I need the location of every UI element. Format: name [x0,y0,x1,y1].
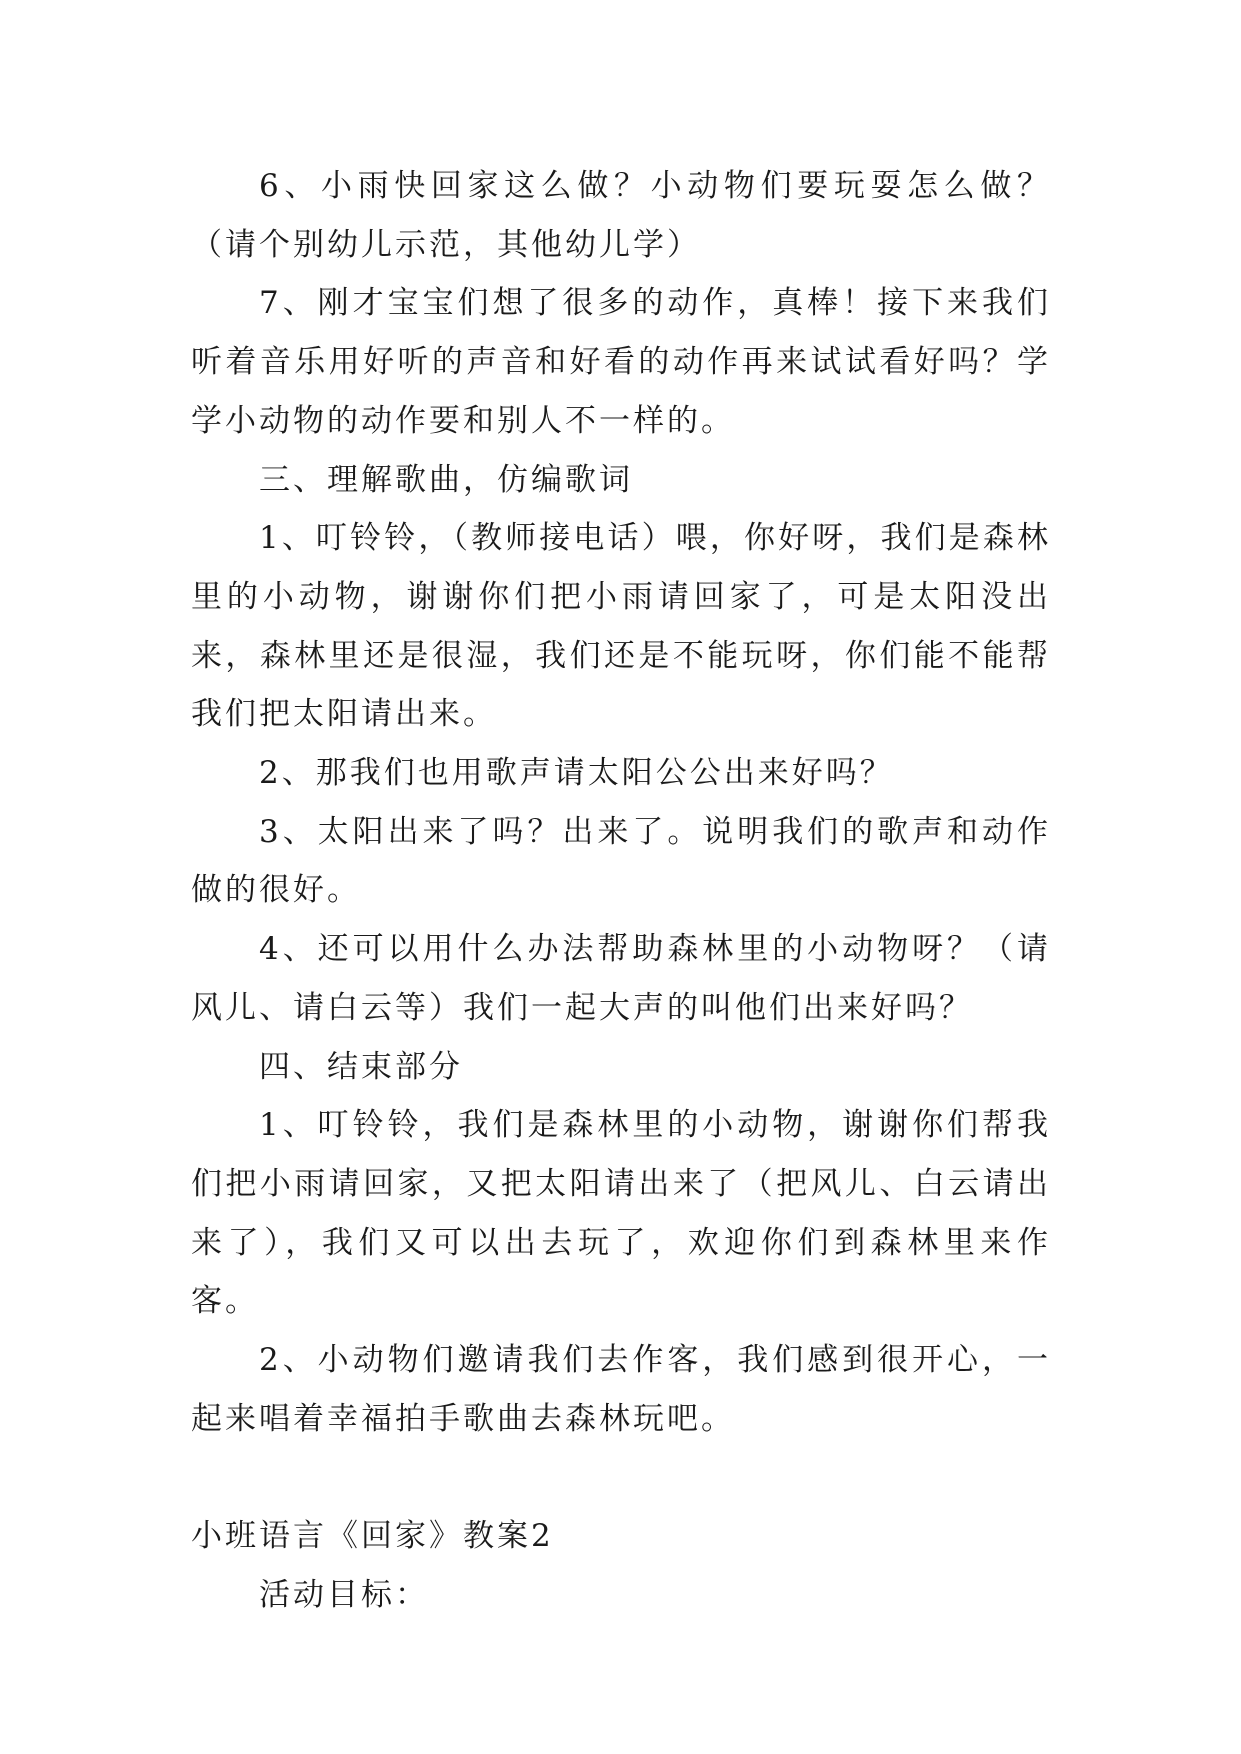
paragraph-sun-out: 3、太阳出来了吗？出来了。说明我们的歌声和动作做的很好。 [191,813,1051,909]
paragraph-step-7: 7、刚才宝宝们想了很多的动作，真棒！接下来我们听着音乐用好听的声音和好看的动作再来试试看好吗？学学小动物的动作要和别人不一样的。 [191,285,1051,439]
activity-goals-heading: 活动目标： [259,1576,429,1613]
section-heading-4: 四、结束部分 [259,1048,463,1085]
paragraph-step-6: 6、小雨快回家这么做？小动物们要玩耍怎么做？（请个别幼儿示范，其他幼儿学） [191,168,1051,263]
paragraph-other-ways: 4、还可以用什么办法帮助森林里的小动物呀？（请风儿、请白云等）我们一起大声的叫他们出来好吗？ [191,931,1051,1026]
paragraph-sing-sun: 2、那我们也用歌声请太阳公公出来好吗？ [259,755,894,792]
paragraph-phone-call: 1、叮铃铃，（教师接电话）喂，你好呀，我们是森林里的小动物，谢谢你们把小雨请回家了，可是太阳没出来，森林里还是很湿，我们还是不能玩呀，你们能不能帮我们把太阳请出来。 [191,520,1051,733]
paragraph-ending-call: 1、叮铃铃，我们是森林里的小动物，谢谢你们帮我们把小雨请回家，又把太阳请出来了（把风儿、白云请出来了），我们又可以出去玩了，欢迎你们到森林里来作客。 [191,1107,1051,1320]
lesson-plan-title: 小班语言《回家》教案2 [191,1518,554,1555]
paragraph-ending-song: 2、小动物们邀请我们去作客，我们感到很开心，一起来唱着幸福拍手歌曲去森林玩吧。 [191,1342,1051,1437]
section-heading-3: 三、理解歌曲，仿编歌词 [259,461,633,498]
document-body [191,157,1051,1625]
blank-line [191,1448,1051,1507]
